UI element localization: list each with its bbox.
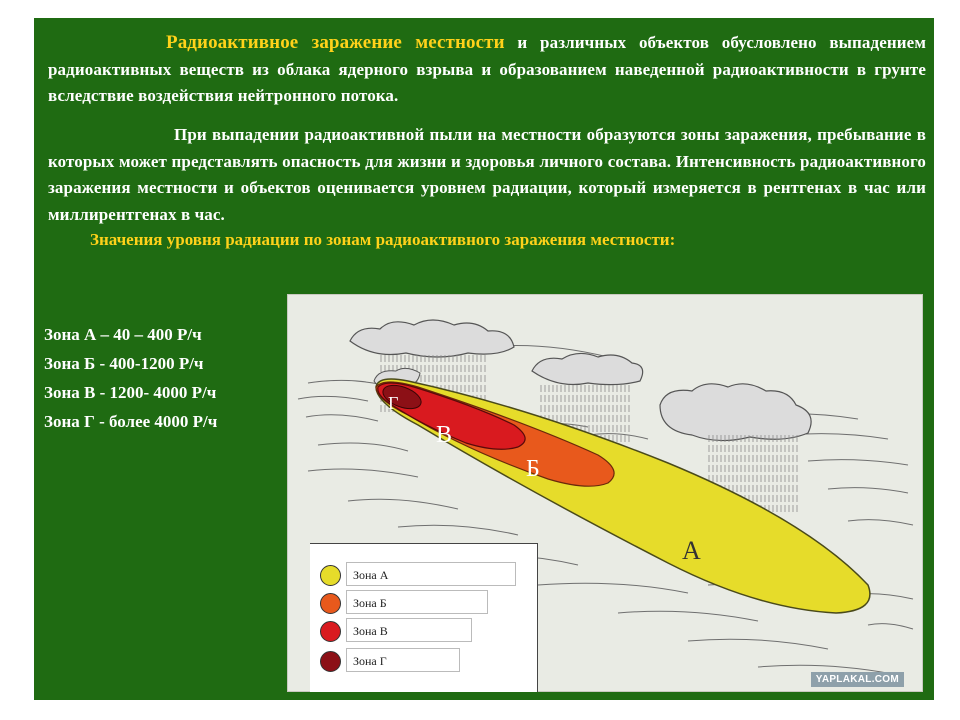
zone-levels-list: [44, 320, 217, 436]
zones-legend: [310, 543, 538, 692]
second-paragraph-text: При выпадении радиоактивной пыли на местности образуются зоны заражения, пребывание в которых может представлять опасность для жизни и здоровья личного состава. Интенсивность радиоактивного заражения местности и объектов оценивается уровнем радиации, который измеряется в рентгенах в час или миллирентгенах в час.: [48, 125, 926, 224]
intro-highlight: Радиоактивное заражение местности: [166, 32, 505, 53]
intro-text: и различных объектов обусловлено выпадением радиоактивных веществ из облака ядерного взрыва и образованием наведенной радиоактивности в грунте вследствие воздействия нейтронного потока.: [48, 33, 926, 105]
zone-v-level: Зона В - 1200- 4000 Р/ч: [44, 383, 217, 402]
legend-label: Зона А: [346, 562, 516, 586]
zone-b-level: Зона Б - 400-1200 Р/ч: [44, 354, 204, 373]
second-paragraph: [48, 122, 926, 228]
legend-label: Зона Г: [346, 648, 460, 672]
zone-a-swatch: [320, 565, 341, 586]
slide: [34, 18, 934, 700]
zone-g-swatch: [320, 651, 341, 672]
zone-v-letter: В: [436, 422, 453, 448]
legend-label: Зона В: [346, 618, 472, 642]
zone-a-letter: А: [682, 536, 701, 565]
zone-b-letter: Б: [526, 456, 540, 482]
watermark: YAPLAKAL.COM: [811, 672, 904, 687]
zone-v-swatch: [320, 621, 341, 642]
zone-g-letter: Г: [388, 393, 399, 413]
legend-label: Зона Б: [346, 590, 488, 614]
radiation-levels-heading: Значения уровня радиации по зонам радиоактивного заражения местности:: [90, 230, 676, 249]
zone-g-level: Зона Г - более 4000 Р/ч: [44, 412, 218, 431]
zone-a-level: Зона А – 40 – 400 Р/ч: [44, 325, 202, 344]
intro-paragraph: [48, 30, 926, 110]
contamination-zones-diagram: [287, 294, 923, 692]
zone-b-swatch: [320, 593, 341, 614]
